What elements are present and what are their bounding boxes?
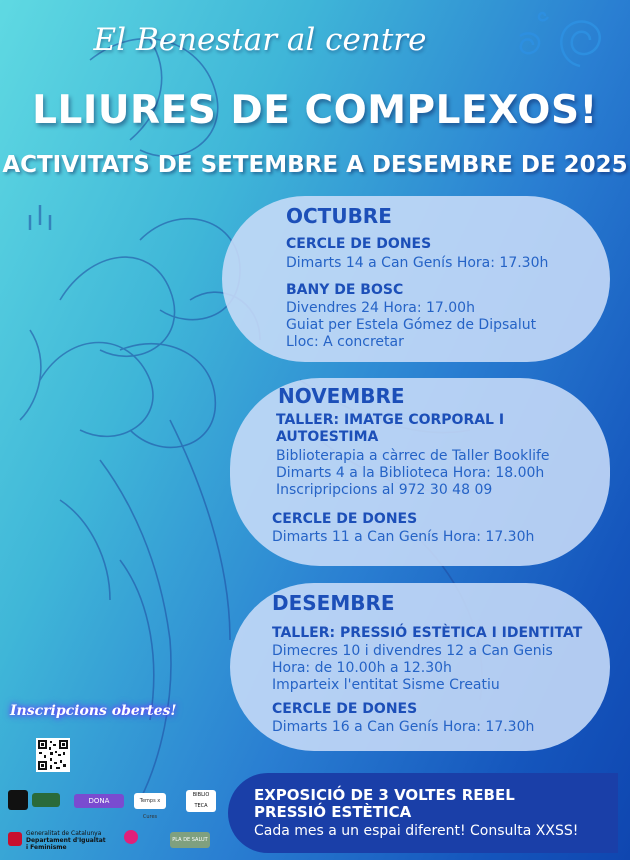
logo-pla-salut: PLA DE SALUT [170,832,210,848]
exhibition-banner [228,773,618,853]
event-detail: Lloc: A concretar [286,334,404,350]
event-title: TALLER: PRESSIÓ ESTÈTICA I IDENTITAT [272,625,583,641]
logo-pink-circle [124,830,138,844]
event-detail: Divendres 24 Hora: 17.00h [286,300,475,316]
event-title: BANY DE BOSC [286,282,404,298]
gencat-logo [8,832,22,846]
gencat-text: Generalitat de Catalunya Departament d'Igualtat i Feminisme [26,830,106,851]
event-detail: Guiat per Estela Gómez de Dipsalut [286,317,537,333]
event-title: CERCLE DE DONES [272,511,418,527]
event-detail: Dimecres 10 i divendres 12 a Can Genis [272,643,553,659]
exhibition-title-1: EXPOSICIÓ DE 3 VOLTES REBEL [254,786,515,804]
logo-dark-square [8,790,28,810]
event-series-name: El Benestar al centre [93,22,427,58]
event-detail: Dimarts 4 a la Biblioteca Hora: 18.00h [276,465,545,481]
month-heading: OCTUBRE [286,204,392,228]
event-title: TALLER: IMATGE CORPORAL I AUTOESTIMA [276,412,505,445]
logo-green [32,793,60,807]
logo-temps-cures: Temps x Cures [134,793,166,809]
month-card-december [230,583,610,751]
poster-subtitle: ACTIVITATS DE SETEMBRE A DESEMBRE DE 2025 [2,152,628,178]
exhibition-detail: Cada mes a un espai diferent! Consulta XXSS! [254,823,579,839]
poster-title: LLIURES DE COMPLEXOS! [32,88,598,133]
event-title: CERCLE DE DONES [272,701,418,717]
event-detail: Hora: de 10.00h a 12.30h [272,660,452,676]
event-title: CERCLE DE DONES [286,236,432,252]
event-detail: Dimarts 16 a Can Genís Hora: 17.30h [272,719,535,735]
month-heading: NOVEMBRE [278,384,405,408]
logo-dona: DONA [74,794,124,808]
month-heading: DESEMBRE [272,591,395,615]
logo-biblioteca: BIBLIO TECA [186,790,216,812]
month-card-november [230,378,610,566]
inscriptions-open-label: Inscripcions obertes! [10,703,177,719]
event-detail: Biblioterapia a càrrec de Taller Booklife [276,448,550,464]
month-card-october [222,196,610,362]
event-detail: Imparteix l'entitat Sisme Creatiu [272,677,500,693]
event-detail: Dimarts 11 a Can Genís Hora: 17.30h [272,529,535,545]
event-detail: Inscripripcions al 972 30 48 09 [276,482,493,498]
qr-code [36,738,70,772]
event-detail: Dimarts 14 a Can Genís Hora: 17.30h [286,255,549,271]
exhibition-title-2: PRESSIÓ ESTÈTICA [254,803,412,821]
